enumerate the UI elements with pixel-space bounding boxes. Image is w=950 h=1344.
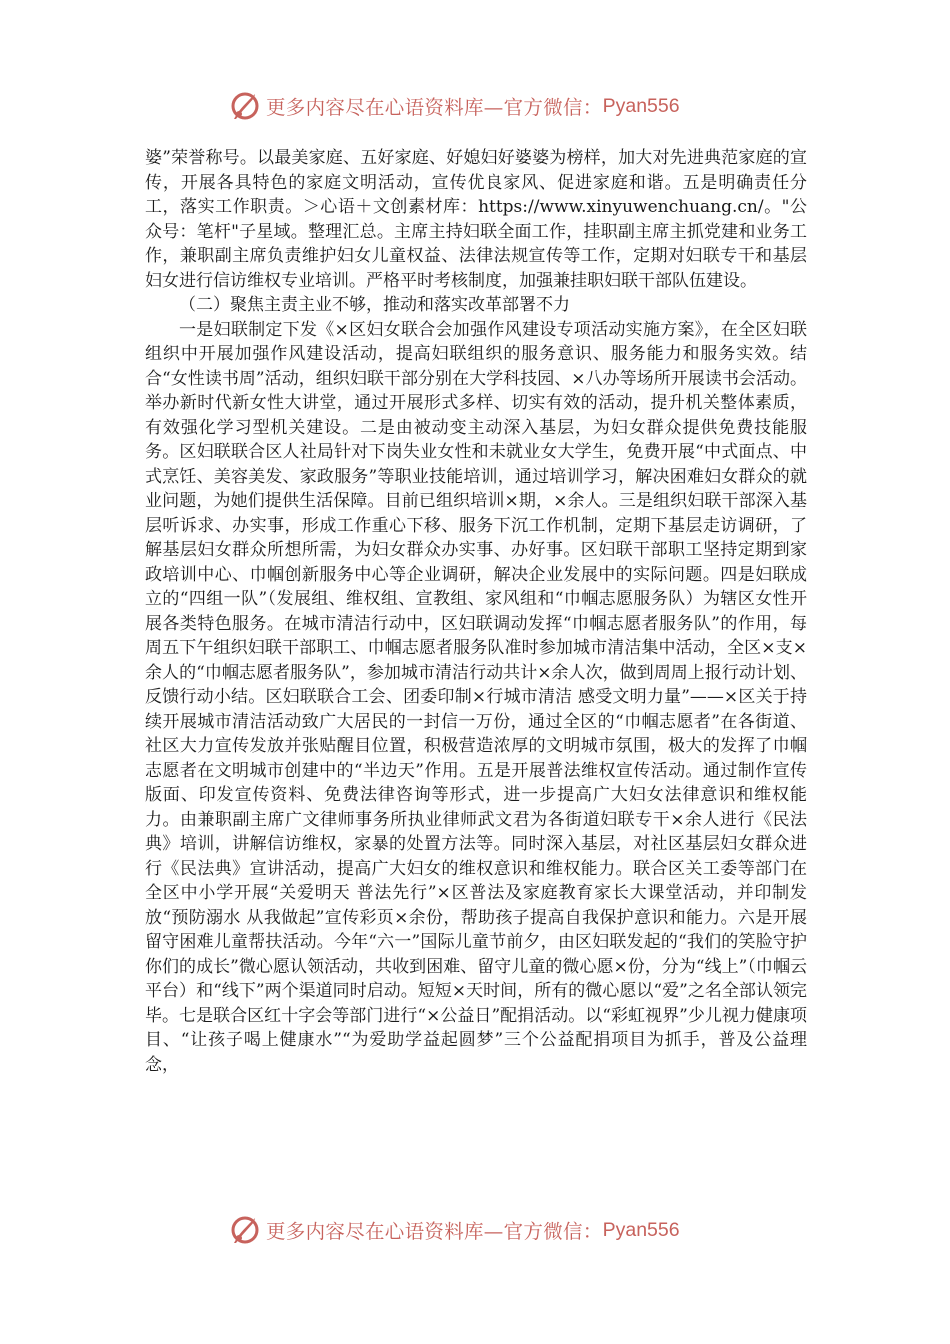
brush-logo-icon — [228, 89, 262, 123]
brush-logo-icon — [228, 1213, 262, 1247]
header-watermark-banner — [228, 86, 680, 126]
section-heading: （二）聚焦主责主业不够，推动和落实改革部署不力 — [179, 295, 570, 315]
banner-wechat-id: Pyan556 — [602, 1218, 680, 1241]
document-body — [145, 146, 807, 1077]
banner-text: 更多内容尽在心语资料库—官方微信： — [266, 96, 603, 119]
banner-wechat-id: Pyan556 — [602, 94, 680, 117]
paragraph-continuation: 婆”荣誉称号。以最美家庭、五好家庭、好媳妇好婆婆为榜样，加大对先进典范家庭的宣传，开展各具特色的家庭文明活动，宣传优良家风、促进家庭和谐。五是明确责任分工，落实工作职责。＞心语＋文创素材库：https://www.xinyuwenchuang.cn/。"公众号：笔杆"子星域。整理汇总。主席主持妇联全面工作，挂职副主席主抓党建和业务工作，兼职副主席负责维护妇女儿童权益、法律法规宣传等工作，定期对妇联专干和基层妇女进行信访维权专业培训。严格平时考核制度，加强兼挂职妇联干部队伍建设。 — [145, 148, 807, 291]
footer-watermark-banner — [228, 1210, 680, 1250]
banner-text: 更多内容尽在心语资料库—官方微信： — [266, 1220, 603, 1243]
paragraph-main: 一是妇联制定下发《×区妇女联合会加强作风建设专项活动实施方案》，在全区妇联组织中开展加强作风建设活动，提高妇联组织的服务意识、服务能力和服务实效。结合“女性读书周”活动，组织妇联干部分别在大学科技园、×八办等场所开展读书会活动。举办新时代新女性大讲堂，通过开展形式多样、切实有效的活动，提升机关整体素质，有效强化学习型机关建设。二是由被动变主动深入基层，为妇女群众提供免费技能服务。区妇联联合区人社局针对下岗失业女性和未就业女大学生，免费开展“中式面点、中式烹饪、美容美发、家政服务”等职业技能培训，通过培训学习，解决困难妇女群众的就业问题，为她们提供生活保障。目前已组织培训×期，×余人。三是组织妇联干部深入基层听诉求、办实事，形成工作重心下移、服务下沉工作机制，定期下基层走访调研，了解基层妇女群众所想所需，为妇女群众办实事、办好事。区妇联干部职工坚持定期到家政培训中心、巾帼创新服务中心等企业调研，解决企业发展中的实际问题。四是妇联成立的“四组一队”（发展组、维权组、宣教组、家风组和“巾帼志愿服务队）为辖区女性开展各类特色服务。在城市清洁行动中，区妇联调动发挥“巾帼志愿者服务队”的作用，每周五下午组织妇联干部职工、巾帼志愿者服务队准时参加城市清洁集中活动，全区×支×余人的“巾帼志愿者服务队”，参加城市清洁行动共计×余人次，做到周周上报行动计划、反馈行动小结。区妇联联合工会、团委印制×行城市清洁 感受文明力量”——×区关于持续开展城市清洁活动致广大居民的一封信一万份，通过全区的“巾帼志愿者”在各街道、社区大力宣传发放并张贴醒目位置，积极营造浓厚的文明城市氛围，极大的发挥了巾帼志愿者在文明城市创建中的“半边天”作用。五是开展普法维权宣传活动。通过制作宣传版面、印发宣传资料、免费法律咨询等形式，进一步提高广大妇女法律意识和维权能力。由兼职副主席广文律师事务所执业律师武文君为各街道妇联专干×余人进行《民法典》培训，讲解信访维权，家暴的处置方法等。同时深入基层，对社区基层妇女群众进行《民法典》宣讲活动，提高广大妇女的维权意识和维权能力。联合区关工委等部门在全区中小学开展“关爱明天 普法先行”×区普法及家庭教育家长大课堂活动，并印制发放“预防溺水 从我做起”宣传彩页×余份，帮助孩子提高自我保护意识和能力。六是开展留守困难儿童帮扶活动。今年“六一”国际儿童节前夕，由区妇联发起的“我们的笑脸守护你们的成长”微心愿认领活动，共收到困难、留守儿童的微心愿×份，分为“线上”（巾帼云平台）和“线下”两个渠道同时启动。短短×天时间，所有的微心愿以“爱”之名全部认领完毕。七是联合区红十字会等部门进行“×公益日”配捐活动。以“彩虹视界”少儿视力健康项目、“让孩子喝上健康水”“为爱助学益起圆梦”三个公益配捐项目为抓手，普及公益理念， — [145, 319, 807, 1075]
